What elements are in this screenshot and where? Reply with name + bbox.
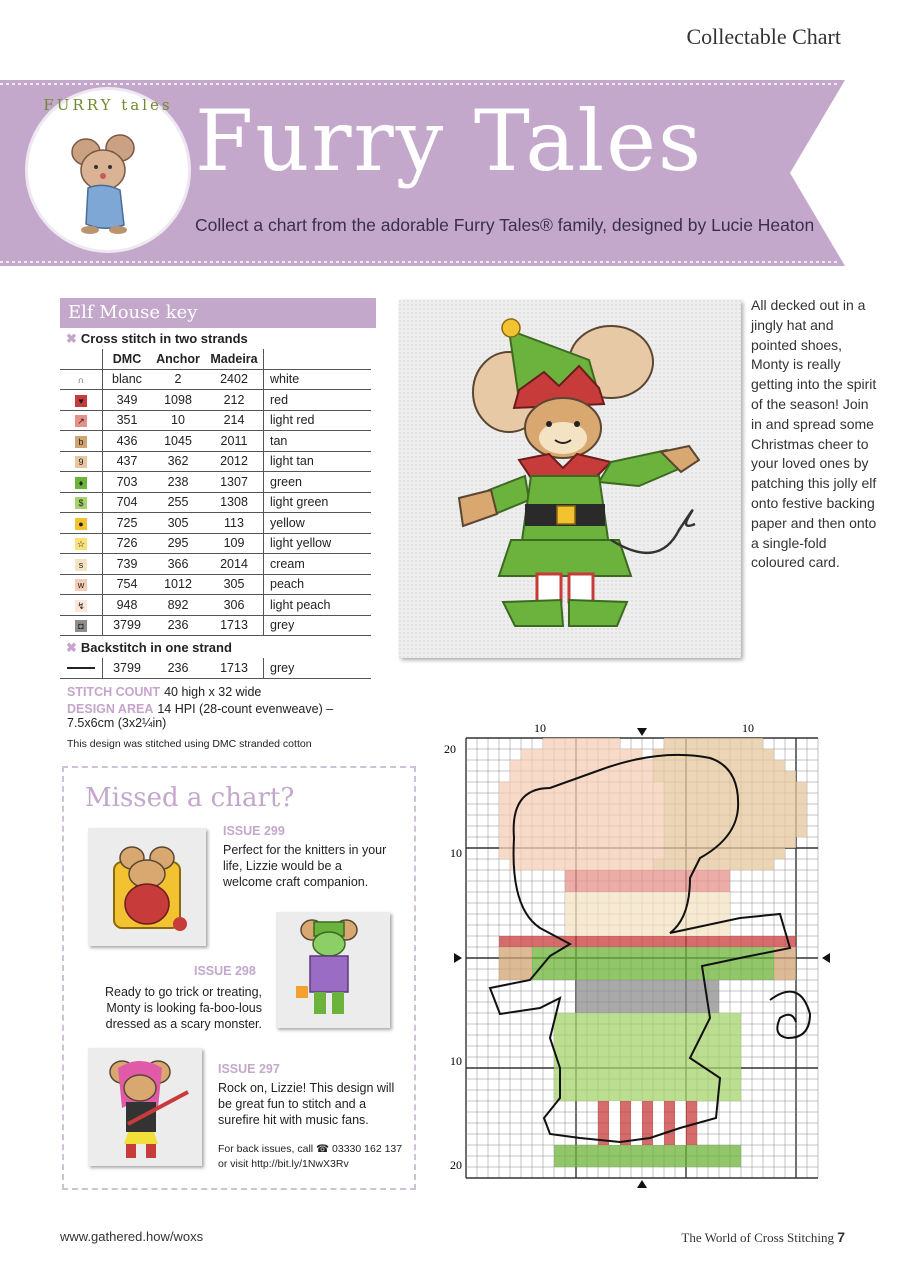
axis-top-right: 10	[742, 721, 754, 735]
key-title: Elf Mouse key	[60, 298, 376, 328]
thread-symbol-icon: ♥	[75, 395, 87, 407]
thread-symbol-icon: 9	[75, 456, 87, 468]
axis-left-bottom: 20	[450, 1158, 462, 1172]
thread-symbol-icon: b	[75, 436, 87, 448]
page-title: Furry Tales	[195, 92, 704, 190]
key-row: 9 437 362 2012 light tan	[60, 451, 371, 472]
thread-symbol-icon: ∩	[75, 374, 87, 386]
furry-tales-logo	[28, 90, 188, 250]
logo-lettering: FURRY tales	[43, 96, 173, 114]
issue-299-text: Perfect for the knitters in your life, Lizzie would be a welcome craft companion.	[223, 843, 387, 889]
key-header-row	[60, 349, 371, 369]
col-dmc: DMC	[103, 349, 152, 369]
stitch-count: STITCH COUNT 40 high x 32 wide	[67, 685, 262, 699]
thread-symbol-icon: ↗	[75, 415, 87, 427]
issue-299-thumbnail	[88, 828, 206, 946]
key-row: ∩ blanc 2 2402 white	[60, 369, 371, 390]
issue-299-label: ISSUE 299	[223, 824, 285, 838]
axis-left-top: 20	[444, 742, 456, 756]
footer-url[interactable]: www.gathered.how/woxs	[60, 1229, 204, 1244]
thread-symbol-icon: ♦	[75, 477, 87, 489]
key-row: ◘ 3799 236 1713 grey	[60, 615, 371, 636]
stitched-elf-photo	[399, 300, 741, 658]
key-row: $ 704 255 1308 light green	[60, 492, 371, 513]
issue-297-text: Rock on, Lizzie! This design will be great fun to stitch and a surefire hit with music fans.	[218, 1081, 395, 1127]
key-row: b 436 1045 2011 tan	[60, 431, 371, 452]
thread-symbol-icon: w	[75, 579, 87, 591]
cross-stitch-heading: ✖ Cross stitch in two strands	[66, 331, 248, 346]
back-issues-info	[218, 1142, 402, 1172]
key-row: ↯ 948 892 306 light peach	[60, 595, 371, 616]
key-row: ↗ 351 10 214 light red	[60, 410, 371, 431]
backstitch-table	[60, 658, 371, 679]
back-issues-link[interactable]: or visit http://bit.ly/1NwX3Rv	[218, 1158, 349, 1170]
thread-symbol-icon: s	[75, 559, 87, 571]
key-row: w 754 1012 305 peach	[60, 574, 371, 595]
thread-symbol-icon: ↯	[75, 600, 87, 612]
key-row: ♥ 349 1098 212 red	[60, 390, 371, 411]
issue-298-label: ISSUE 298	[194, 964, 256, 978]
thread-symbol-icon: $	[75, 497, 87, 509]
col-madeira: Madeira	[205, 349, 264, 369]
section-label: Collectable Chart	[686, 24, 841, 49]
cross-stitch-chart	[440, 718, 840, 1188]
issue-298-thumbnail	[276, 912, 390, 1028]
missed-chart-title: Missed a chart?	[85, 783, 295, 813]
backstitch-row: 3799 236 1713 grey	[60, 658, 371, 678]
thread-symbol-icon: ☆	[76, 539, 86, 550]
intro-paragraph: All decked out in a jingly hat and pointed shoes, Monty is really getting into the spirit of the season! Join in and spread some Christmas cheer to your loved ones by patching this jolly elf onto festive backing paper and then onto a single-fold coloured card.	[751, 297, 877, 571]
page-subtitle: Collect a chart from the adorable Furry Tales® family, designed by Lucie Heaton	[195, 215, 815, 235]
backstitch-heading: ✖ Backstitch in one strand	[66, 640, 232, 655]
axis-left-mid: 10	[450, 846, 462, 860]
issue-297-thumbnail	[88, 1048, 202, 1166]
issue-297-label: ISSUE 297	[218, 1062, 280, 1076]
axis-left-low: 10	[450, 1054, 462, 1068]
axis-top-left: 10	[534, 721, 546, 735]
key-row: ☆ 726 295 109 light yellow	[60, 533, 371, 554]
thread-symbol-icon: ●	[75, 518, 87, 530]
thread-symbol-icon: ◘	[75, 620, 87, 632]
key-table	[60, 349, 371, 636]
key-row: ♦ 703 238 1307 green	[60, 472, 371, 493]
key-row: ● 725 305 113 yellow	[60, 513, 371, 534]
dmc-note: This design was stitched using DMC stranded cotton	[67, 738, 312, 750]
col-anchor: Anchor	[151, 349, 205, 369]
design-area: DESIGN AREA 14 HPI (28-count evenweave) – 7.5x6cm (3x2¼in)	[67, 702, 334, 730]
key-row: s 739 366 2014 cream	[60, 554, 371, 575]
issue-298-text: Ready to go trick or treating, Monty is looking fa-boo-lous dressed as a scary monster.	[104, 985, 262, 1031]
footer-magazine: The World of Cross Stitching 7	[681, 1229, 845, 1245]
back-issues-phone: For back issues, call ☎ 03330 162 137	[218, 1143, 403, 1155]
